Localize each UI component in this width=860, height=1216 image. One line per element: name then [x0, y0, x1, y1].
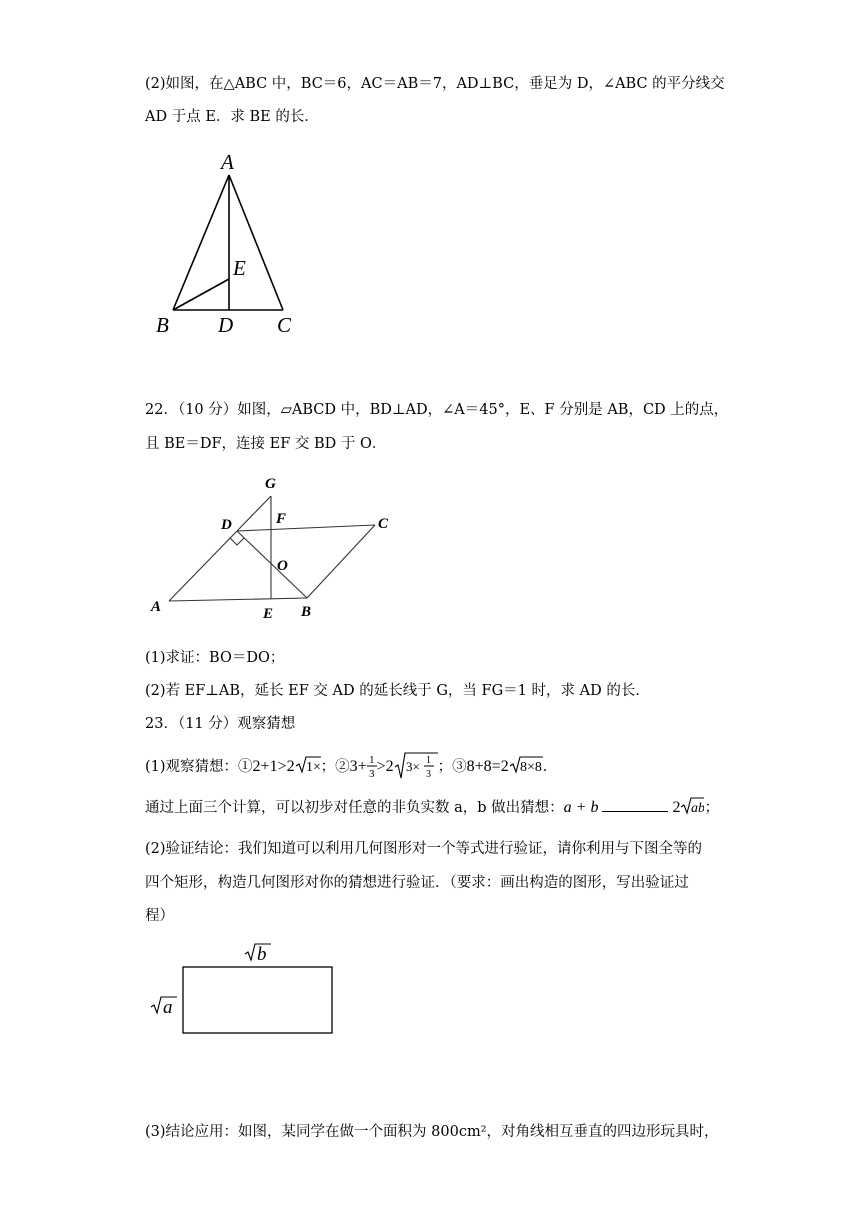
label-a: A — [151, 599, 162, 615]
side-ad — [169, 531, 237, 601]
q23-sub2-line2: 四个矩形，构造几何图形对你的猜想进行验证．（要求：画出构造的图形，写出验证过 — [145, 875, 689, 891]
label-e: E — [233, 256, 246, 280]
svg-text:1: 1 — [368, 754, 375, 766]
label-f: F — [276, 511, 287, 527]
label-c: C — [378, 516, 389, 532]
diagonal-bd — [237, 531, 307, 598]
side-ab — [169, 598, 307, 601]
q23-guess-rhs: 2 ab — [672, 799, 705, 816]
q23-guess-end: ； — [704, 800, 719, 816]
q23-expr3: 8+8=2 8×8 — [466, 758, 542, 775]
svg-text:1×2: 1× — [305, 760, 321, 775]
right-angle-mark — [230, 538, 244, 545]
svg-text:8×8: 8×8 — [519, 760, 542, 775]
q23-sub3-line1 — [145, 1122, 719, 1142]
q23-sep2: ；③ — [437, 759, 467, 775]
parallelogram-figure — [145, 470, 405, 630]
q22-line2: 且 BE＝DF，连接 EF 交 BD 于 O． — [145, 436, 387, 452]
q23-sub2-line3: 程） — [145, 908, 174, 924]
svg-text:3×: 3× — [405, 759, 420, 774]
q23-sub1-prefix: (1)观察猜想：① — [145, 759, 253, 775]
q23-expr2: 3+ 1 3 >2 3× 1 3 — [350, 758, 438, 775]
q22-line1: 22．（10 分）如图，▱ABCD 中，BD⊥AD，∠A＝45°，E、F 分别是 AB，CD 上的点， — [145, 402, 729, 418]
q23-sep1: ；② — [320, 759, 350, 775]
rectangle — [183, 967, 332, 1033]
label-sqrt-a: a — [163, 997, 173, 1018]
q23-sub1 — [145, 752, 557, 778]
rectangle-figure — [145, 940, 345, 1040]
side-dc — [237, 525, 375, 531]
svg-text:ab: ab — [691, 801, 705, 816]
answer-blank[interactable] — [602, 797, 668, 812]
svg-text:1: 1 — [425, 755, 431, 766]
q23-sub3-text: (3)结论应用：如图，某同学在做一个面积为 800cm²，对角线相互垂直的四边形玩具时， — [145, 1124, 719, 1140]
q22-sub1: (1)求证：BO＝DO； — [145, 650, 285, 666]
svg-text:3: 3 — [425, 769, 431, 780]
label-c: C — [277, 313, 292, 337]
label-o: O — [277, 558, 288, 574]
q23-guess — [145, 796, 719, 820]
extension-dg — [237, 496, 271, 531]
label-b: B — [301, 604, 312, 620]
label-g: G — [265, 476, 276, 492]
q23-guess-prefix: 通过上面三个计算，可以初步对任意的非负实数 a，b 做出猜想： — [145, 800, 564, 816]
label-sqrt-b: b — [257, 944, 267, 965]
q23-expr1: 2+1>2 1× — [253, 758, 321, 775]
label-d: D — [221, 517, 232, 533]
svg-text:3: 3 — [368, 768, 375, 779]
q23-end1: ． — [542, 759, 558, 775]
q22-sub2: (2)若 EF⊥AB，延长 EF 交 AD 的延长线于 G，当 FG＝1 时，求 AD 的长． — [145, 683, 650, 699]
label-a: A — [221, 150, 234, 174]
label-d: D — [218, 313, 234, 337]
side-ac — [229, 175, 283, 310]
label-b: B — [156, 313, 169, 337]
q23-sub2-line1: (2)验证结论：我们知道可以利用几何图形对一个等式进行验证，请你利用与下图全等的 — [145, 841, 703, 857]
q23-guess-lhs: a + b — [563, 799, 599, 816]
side-ab — [173, 175, 229, 310]
q23-title: 23．（11 分）观察猜想 — [145, 716, 296, 732]
triangle-figure — [145, 145, 315, 345]
q21-part2-line2: AD 于点 E．求 BE 的长． — [145, 109, 319, 125]
bisector-be — [173, 279, 229, 310]
q21-part2-line1: (2)如图，在△ABC 中，BC＝6，AC＝AB＝7，AD⊥BC，垂足为 D，∠ABC 的平分线交 — [145, 76, 725, 92]
side-cb — [307, 525, 375, 598]
label-e: E — [263, 606, 274, 622]
